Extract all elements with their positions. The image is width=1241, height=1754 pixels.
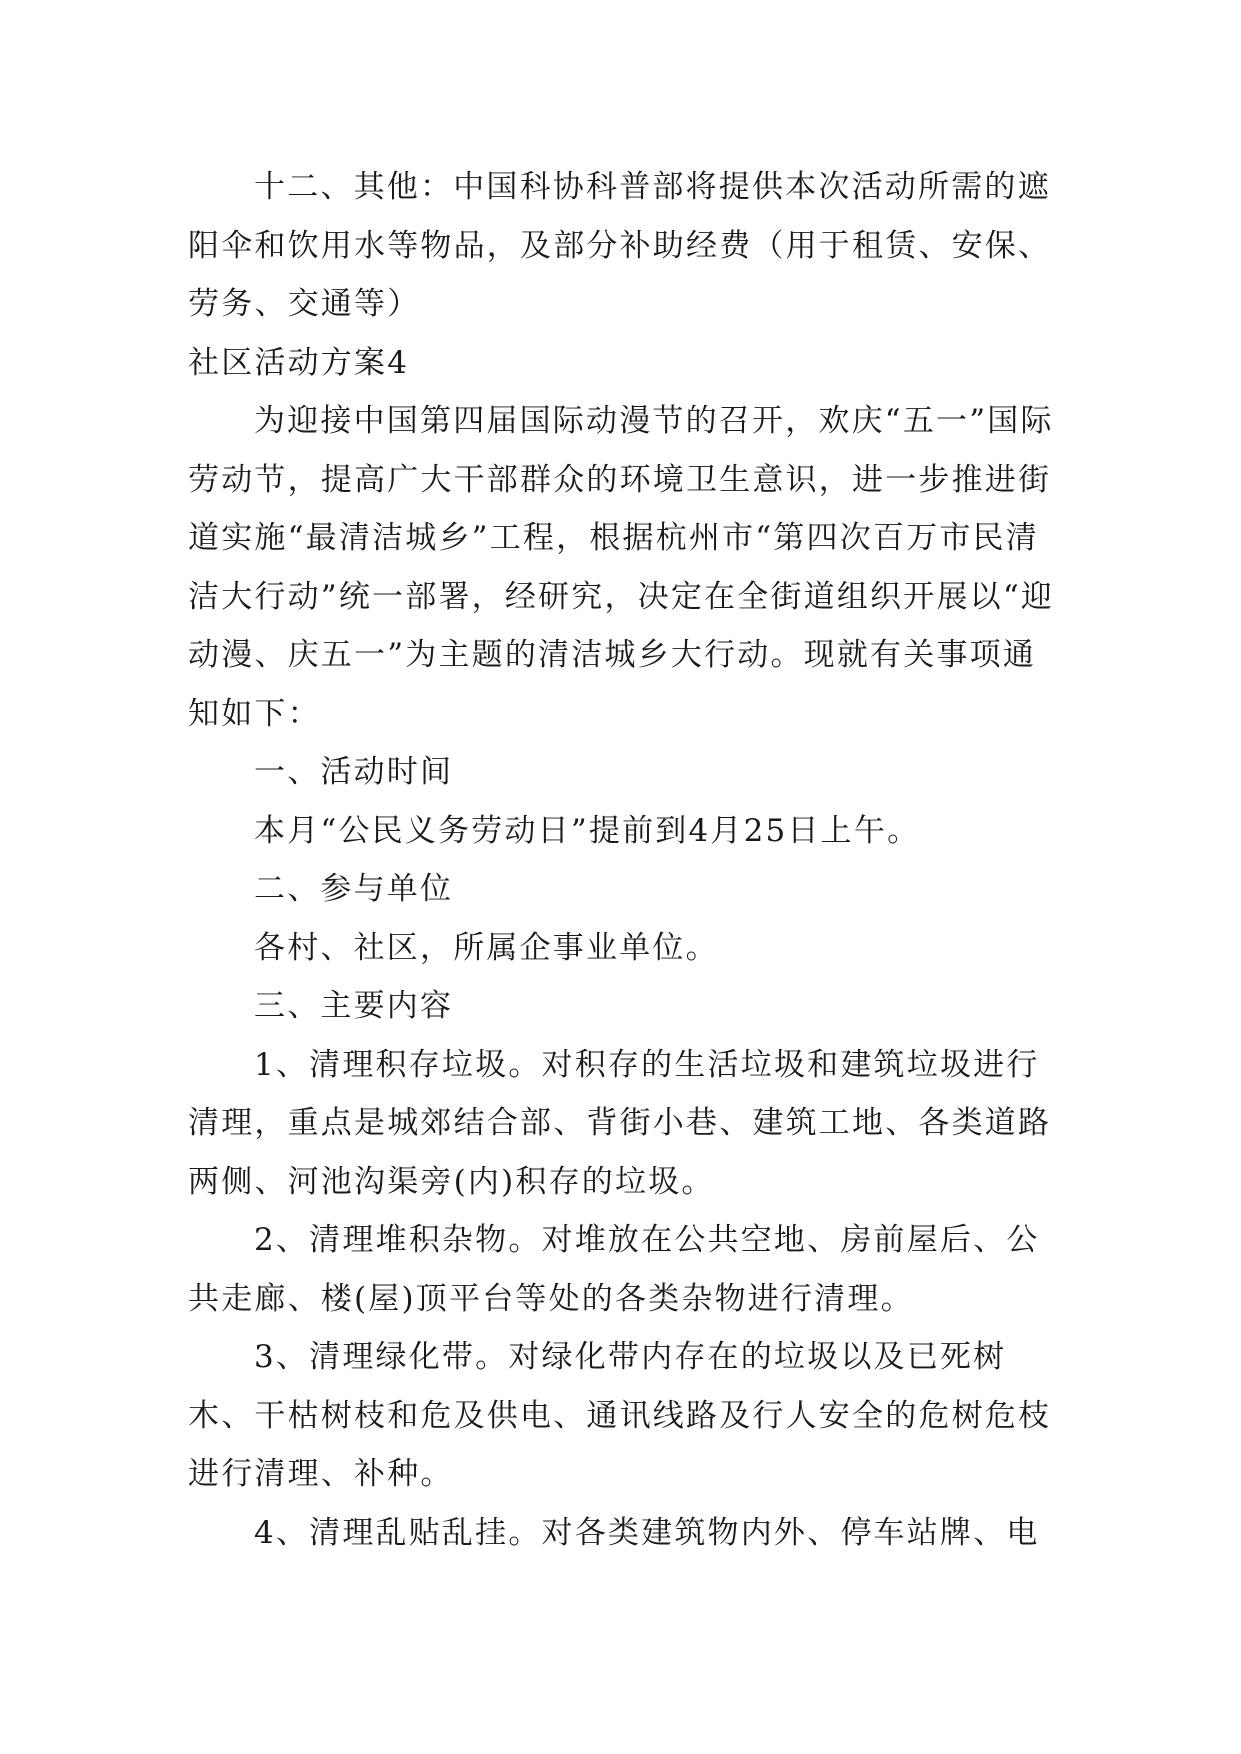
heading-participants: 二、参与单位 xyxy=(254,871,454,907)
paragraph-introduction: 为迎接中国第四届国际动漫节的召开，欢庆“五一”国际劳动节，提高广大干部群众的环境卫生意识，进一步推进街道实施“最清洁城乡”工程，根据杭州市“第四次百万市民清洁大行动”统一部署，经研究，决定在全街道组织开展以“迎动漫、庆五一”为主题的清洁城乡大行动。现就有关事项通知如下： xyxy=(188,403,1055,732)
list-item-4: 4、清理乱贴乱挂。对各类建筑物内外、停车站牌、电 xyxy=(254,1514,1040,1551)
list-item-2: 2、清理堆积杂物。对堆放在公共空地、房前屋后、公共走廊、楼(屋)顶平台等处的各类杂物进行清理。 xyxy=(188,1222,1040,1317)
paragraph-other-provisions: 十二、其他：中国科协科普部将提供本次活动所需的遮阳伞和饮用水等物品，及部分补助经费（用于租赁、安保、劳务、交通等） xyxy=(188,169,1052,322)
document-body xyxy=(188,158,1068,1562)
paragraph-activity-time: 本月“公民义务劳动日”提前到4月25日上午。 xyxy=(254,812,921,849)
heading-main-content: 三、主要内容 xyxy=(254,988,454,1024)
paragraph-participants: 各村、社区，所属企事业单位。 xyxy=(254,929,719,966)
list-item-1: 1、清理积存垃圾。对积存的生活垃圾和建筑垃圾进行清理，重点是城郊结合部、背街小巷、建筑工地、各类道路两侧、河池沟渠旁(内)积存的垃圾。 xyxy=(188,1046,1052,1200)
section-title-plan-4: 社区活动方案4 xyxy=(188,344,410,381)
list-item-3: 3、清理绿化带。对绿化带内存在的垃圾以及已死树木、干枯树枝和危及供电、通讯线路及行人安全的危树危枝进行清理、补种。 xyxy=(188,1339,1052,1492)
heading-activity-time: 一、活动时间 xyxy=(254,754,454,790)
